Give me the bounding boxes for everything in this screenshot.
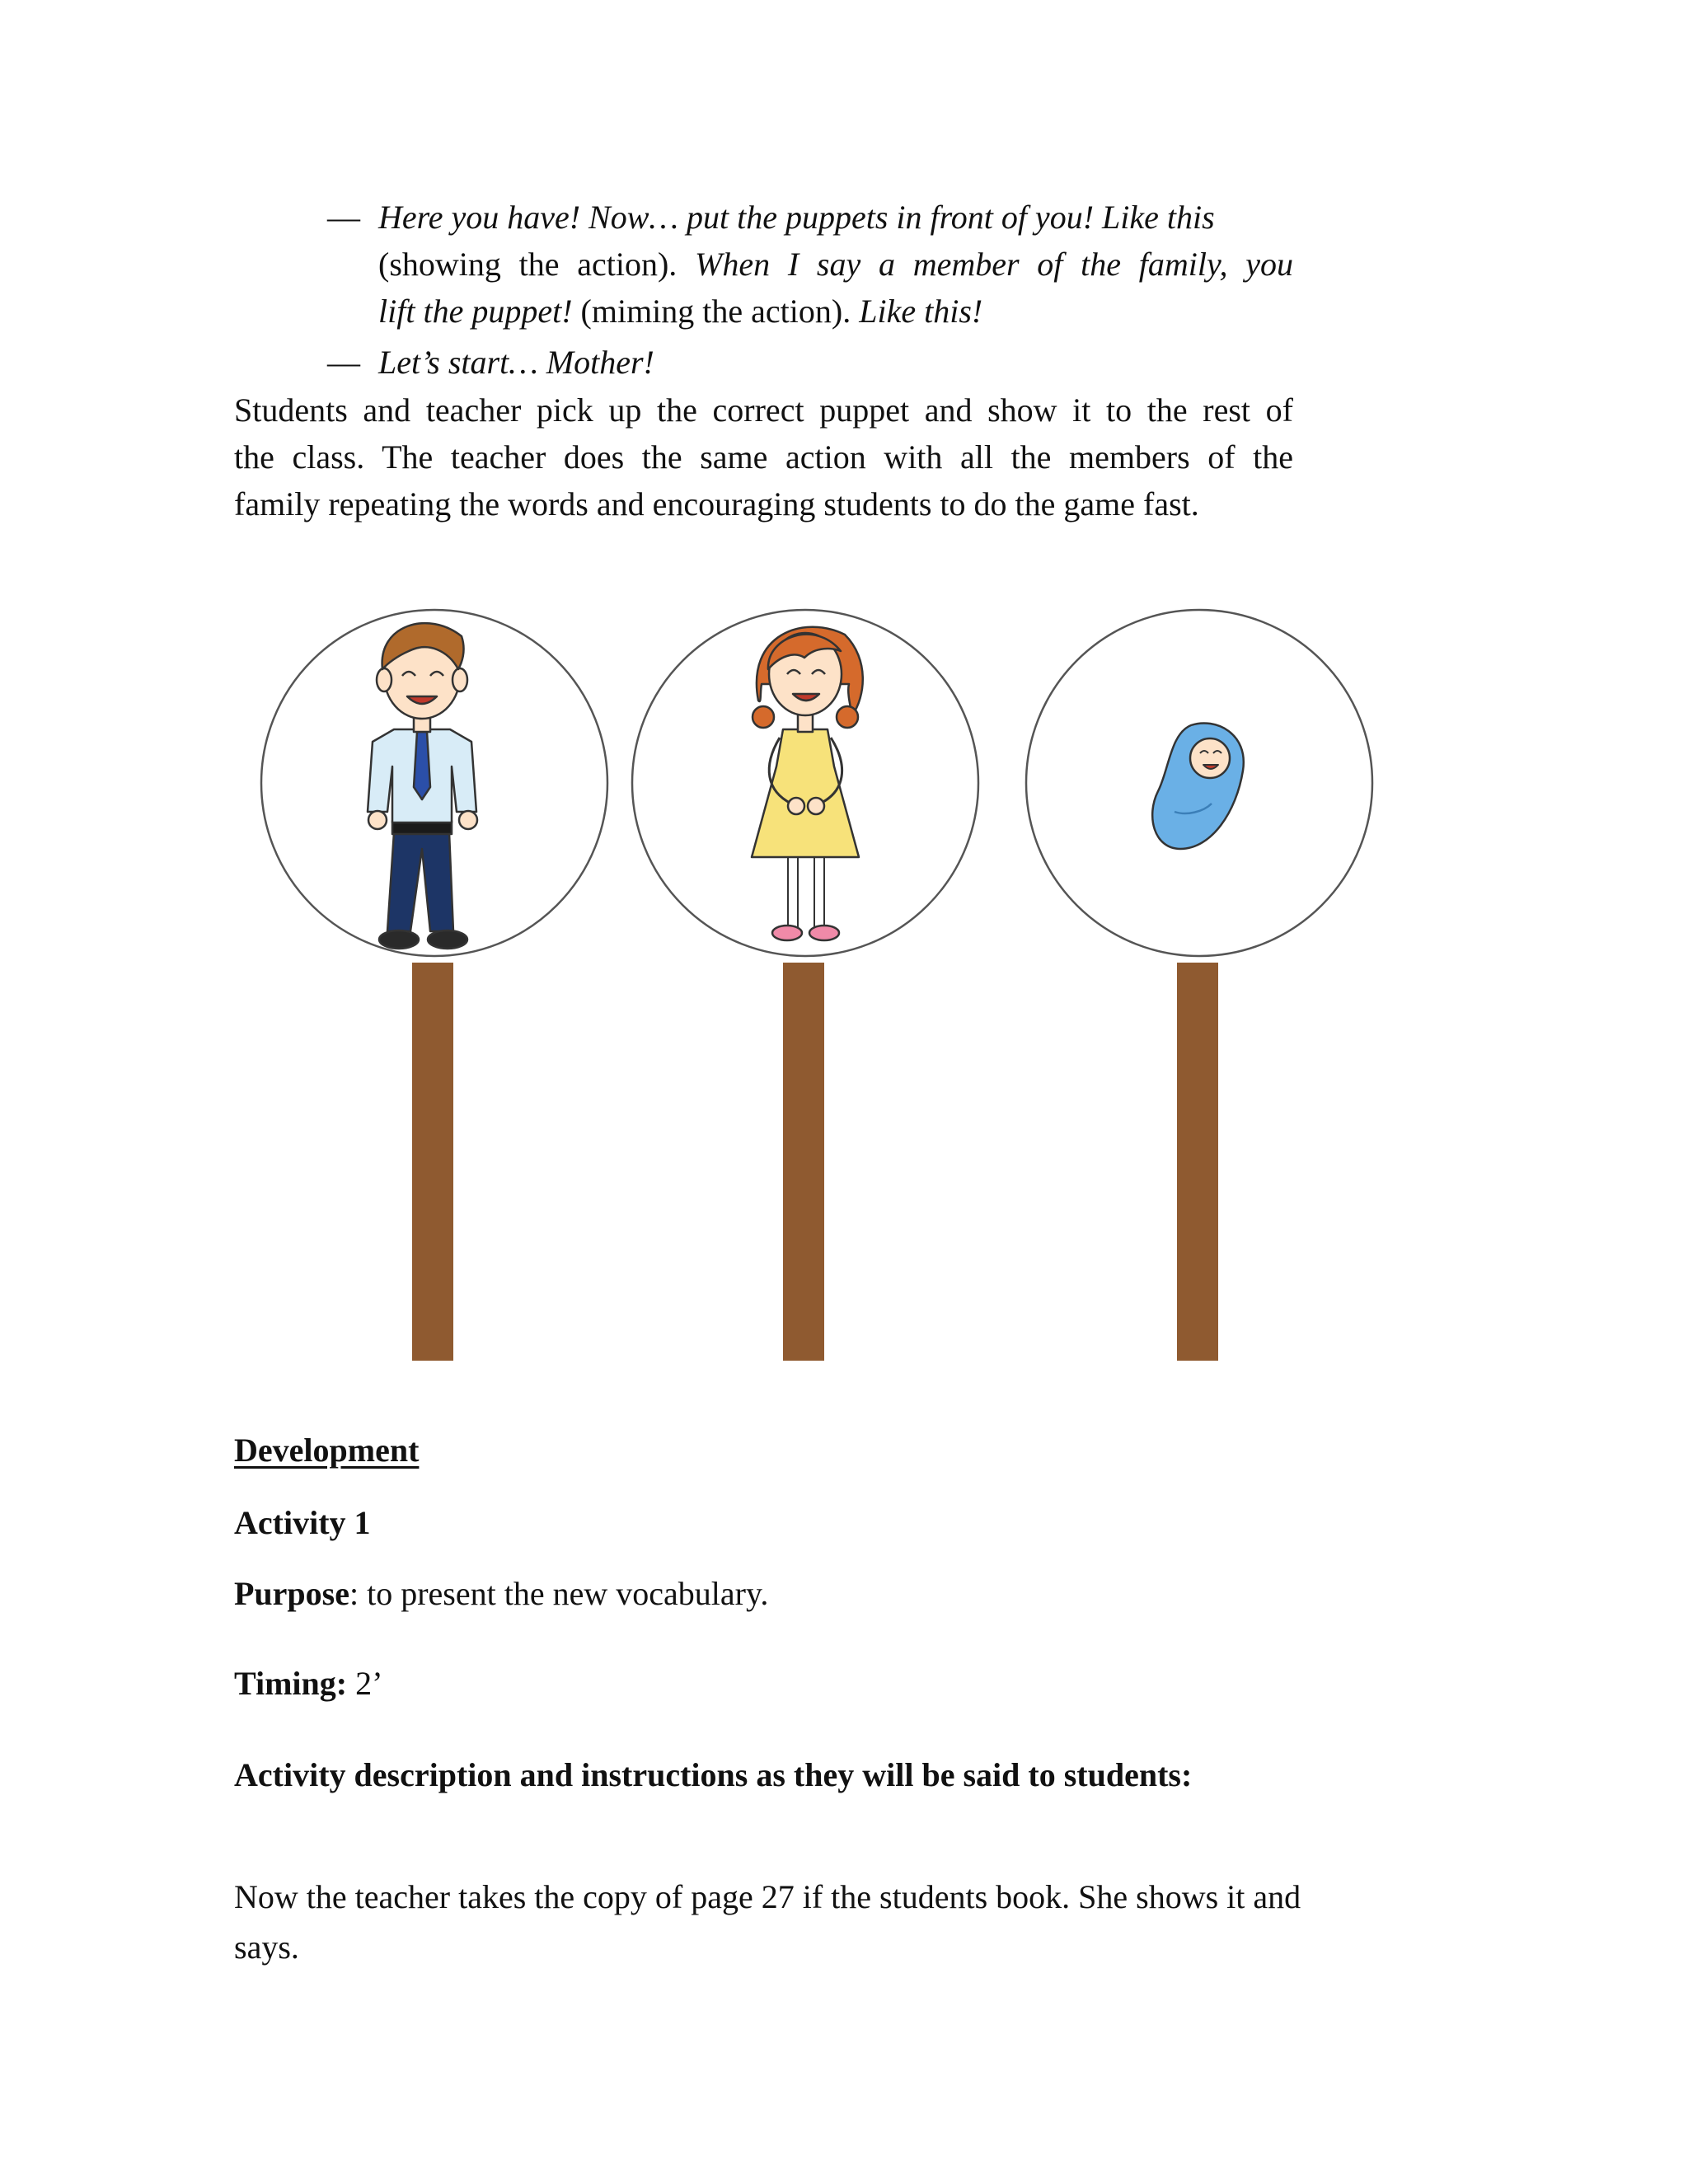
- timing-line: [234, 1661, 382, 1707]
- puppet-stick-mother: [783, 963, 824, 1361]
- dialogue-line-3-italic: lift the puppet!: [378, 293, 573, 330]
- body-line-1: Now the teacher takes the copy of page 27 if the students book. She shows it and: [234, 1878, 1301, 1915]
- development-heading: Development: [234, 1432, 420, 1469]
- paragraph-line-1: Students and teacher pick up the correct puppet and show it to the rest of: [234, 391, 1293, 429]
- dialogue-line-1-text: Here you have! Now… put the puppets in front of you! Like this: [378, 199, 1215, 236]
- dialogue-dash: —: [327, 199, 360, 236]
- puppet-stick-baby: [1177, 963, 1218, 1361]
- paragraph-line-3: family repeating the words and encouraging students to do the game fast.: [234, 485, 1199, 523]
- dialogue-dash-2: —: [327, 344, 360, 381]
- purpose-text: : to present the new vocabulary.: [349, 1575, 769, 1612]
- purpose-label: Purpose: [234, 1575, 349, 1612]
- dialogue-line-3-italic-2: Like this!: [859, 293, 983, 330]
- dialogue-line-2-plain: (showing the action).: [378, 246, 678, 283]
- dialogue-line-3-plain: (miming the action).: [580, 293, 851, 330]
- instructions-heading: Activity description and instructions as they will be said to students:: [234, 1756, 1193, 1793]
- dialogue-line-4-text: Let’s start… Mother!: [378, 344, 654, 381]
- timing-label: Timing:: [234, 1665, 348, 1702]
- puppet-stick-father: [412, 963, 453, 1361]
- dialogue-line-2-italic: When I say a member of the family, you: [695, 246, 1294, 283]
- purpose-line: [234, 1571, 768, 1617]
- paragraph-line-2: the class. The teacher does the same action with all the members of the: [234, 438, 1293, 476]
- timing-value: 2’: [355, 1665, 383, 1702]
- body-line-2: says.: [234, 1929, 299, 1966]
- activity-heading: Activity 1: [234, 1504, 371, 1541]
